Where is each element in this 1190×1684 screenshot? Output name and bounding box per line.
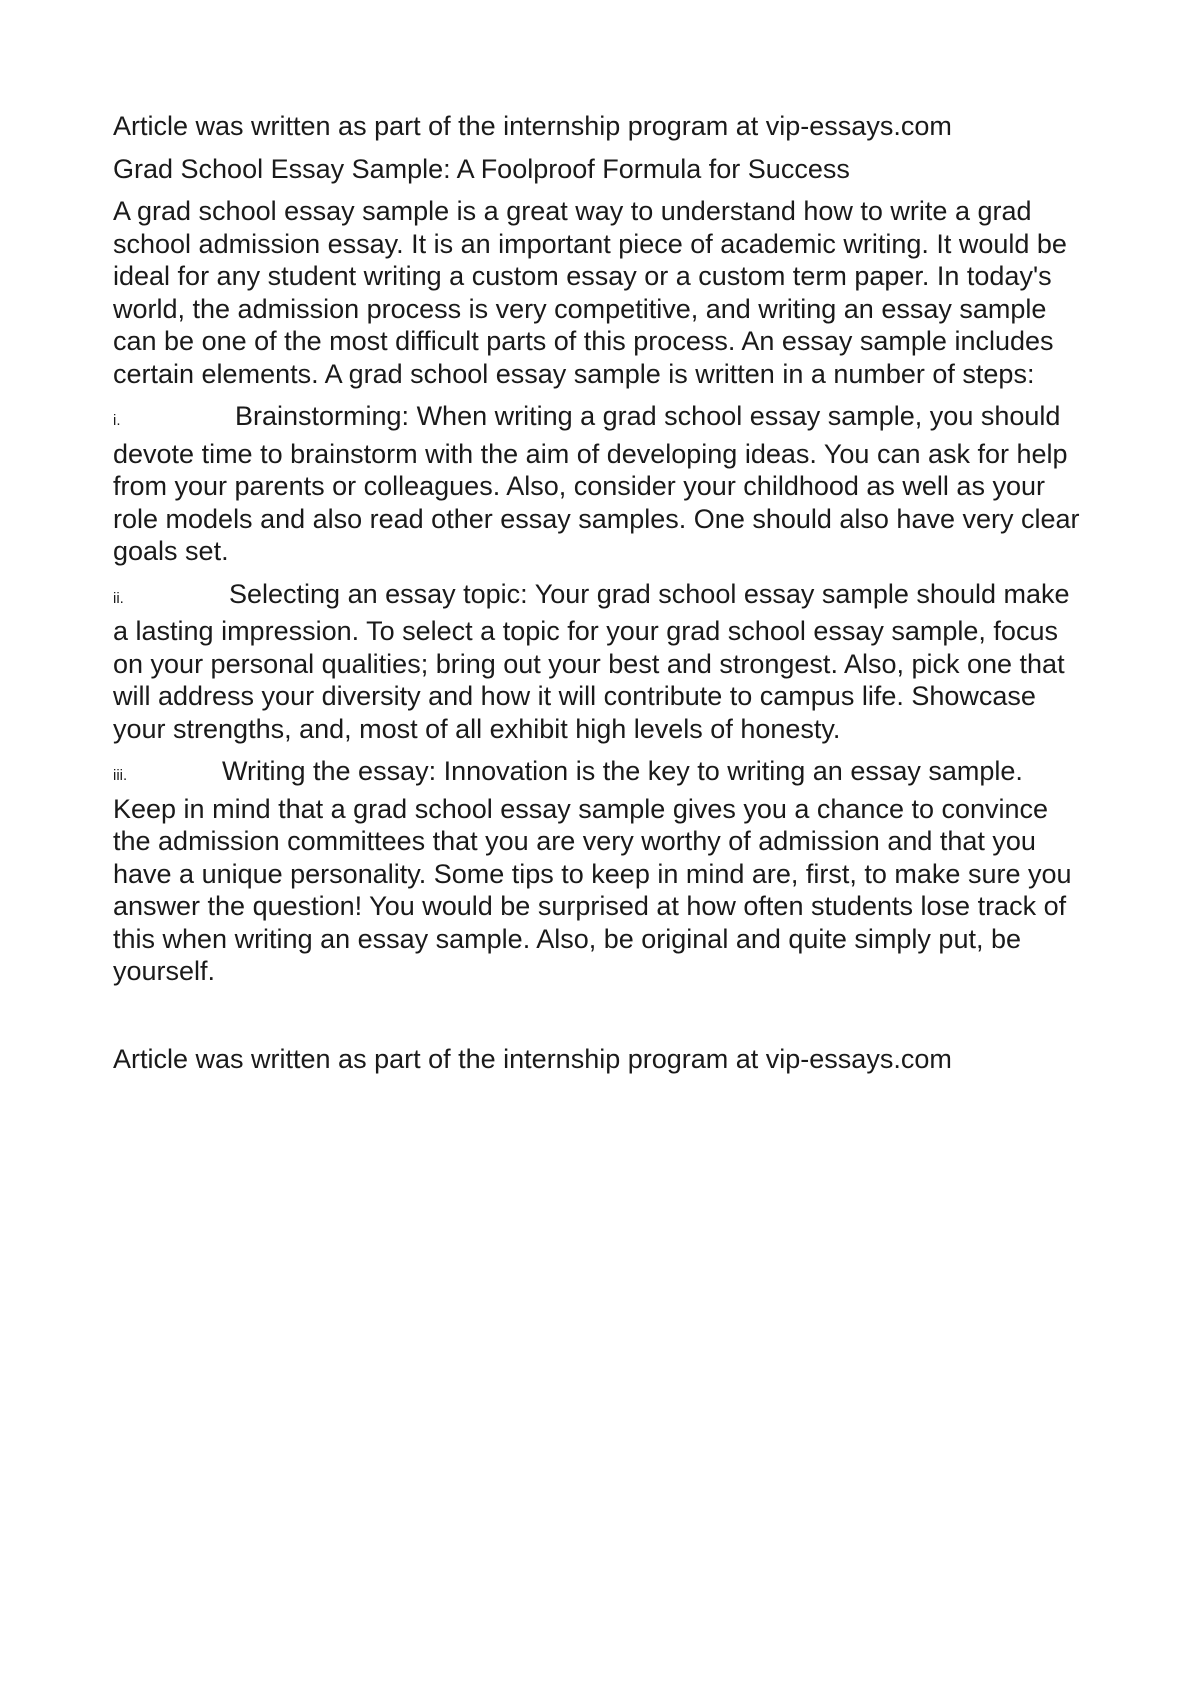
document-title: Grad School Essay Sample: A Foolproof Formula for Success bbox=[113, 153, 850, 184]
document-body bbox=[113, 110, 1085, 1075]
list-item-brainstorming bbox=[113, 400, 1085, 568]
intro-paragraph: A grad school essay sample is a great way to understand how to write a grad school admission essay. It is an important piece of academic writing. It would be ideal for any student writing a custom essay or a custom term paper. In today's world, the admission process is very competitive, and writing an essay sample can be one of the most difficult parts of this process. An essay sample includes certain elements. A grad school essay sample is written in a number of steps: bbox=[113, 196, 1067, 389]
list-marker: ii. bbox=[113, 589, 124, 607]
list-item-selecting-topic bbox=[113, 578, 1085, 746]
list-item-text: Writing the essay: Innovation is the key to writing an essay sample. Keep in mind that a grad school essay sample gives you a chance to convince the admission committees that you are very worthy of admission and that you have a unique personality. Some tips to keep in mind are, first, to make sure you answer the question! You would be surprised at how often students lose track of this when writing an essay sample. Also, be original and quite simply put, be yourself. bbox=[113, 756, 1072, 986]
internship-notice-bottom: Article was written as part of the internship program at vip-essays.com bbox=[113, 1043, 952, 1074]
list-marker: i. bbox=[113, 412, 121, 429]
internship-notice-top: Article was written as part of the internship program at vip-essays.com bbox=[113, 111, 952, 141]
list-marker: iii. bbox=[113, 767, 128, 784]
list-item-text: Selecting an essay topic: Your grad school essay sample should make a lasting impression. To select a topic for your grad school essay sample, focus on your personal qualities; bring out your best and strongest. Also, pick one that will address your diversity and how it will contribute to campus life. Showcase your strengths, and, most of all exhibit high levels of honesty. bbox=[113, 578, 1070, 744]
list-item-text: Brainstorming: When writing a grad school essay sample, you should devote time to brainstorm with the aim of developing ideas. You can ask for help from your parents or colleagues. Also, consider your childhood as well as your role models and also read other essay samples. One should also have very clear goals set. bbox=[113, 401, 1080, 566]
list-item-writing-essay bbox=[113, 755, 1085, 988]
